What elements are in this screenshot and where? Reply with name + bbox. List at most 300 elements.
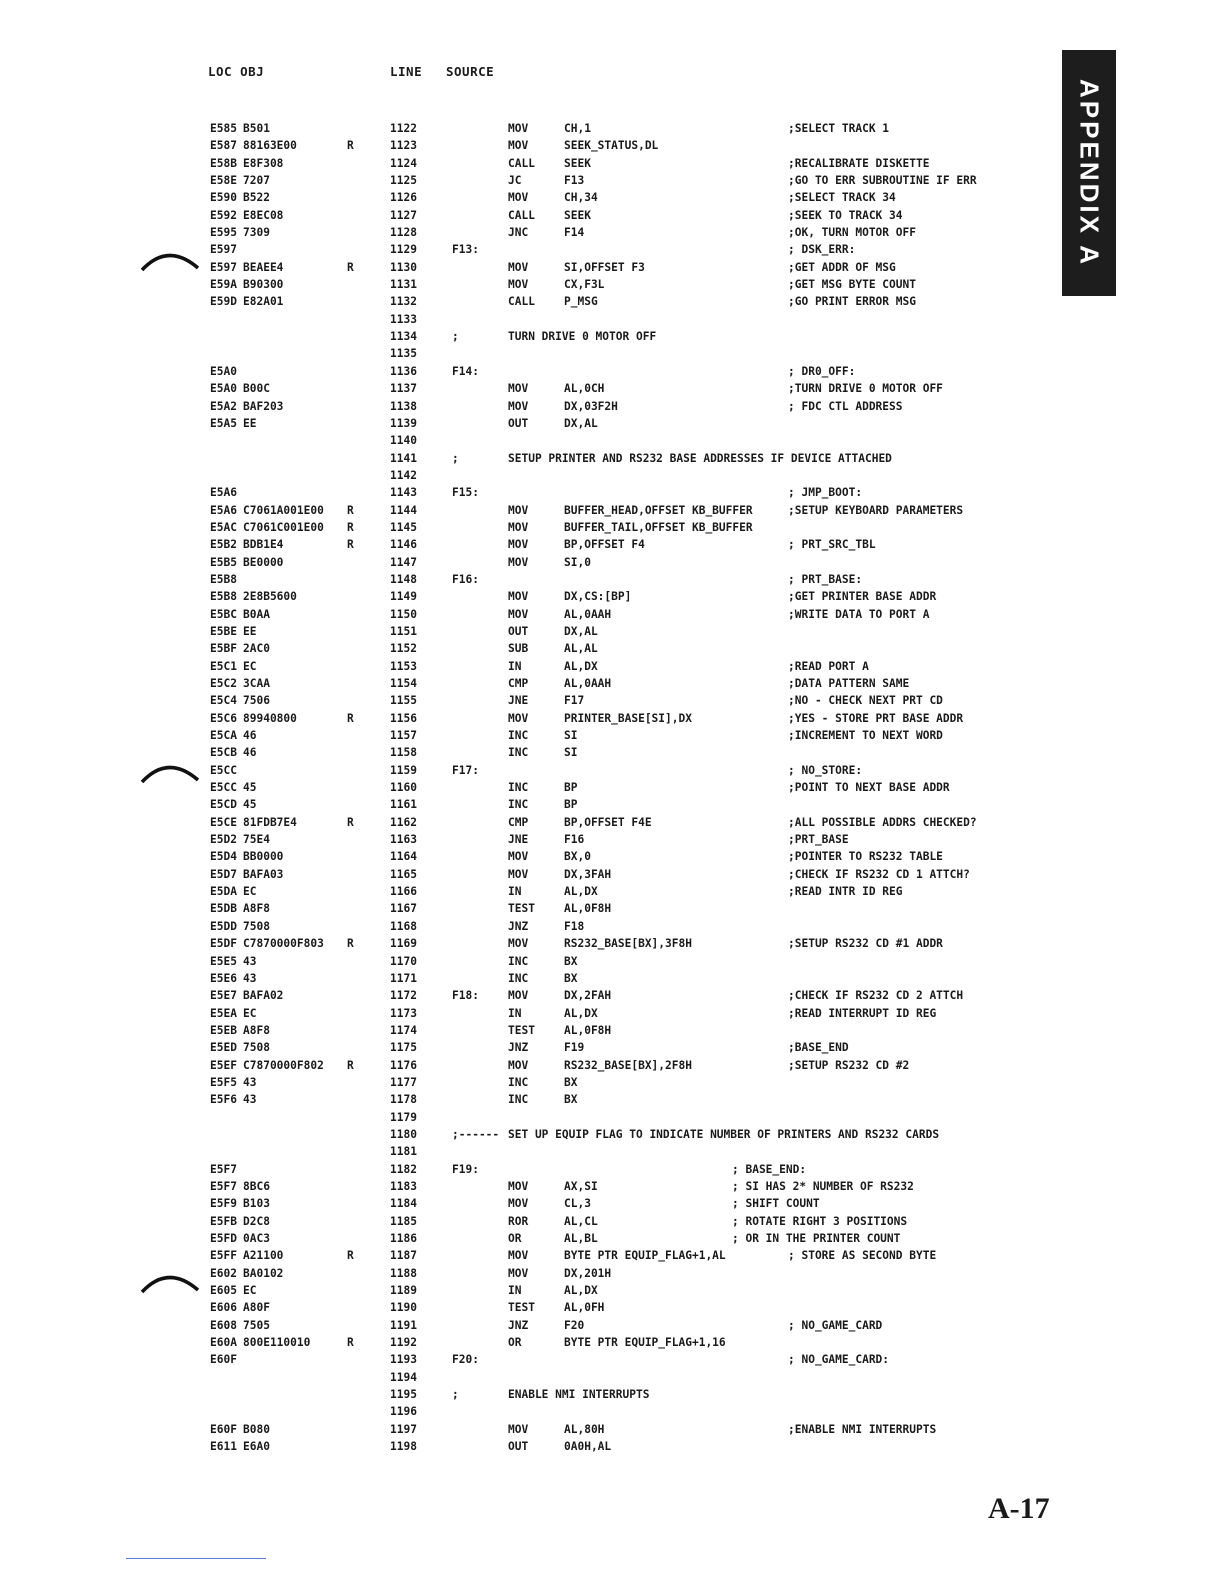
operands: PRINTER_BASE[SI],DX [564,711,692,725]
source-label: F13: [452,243,479,257]
line-number: 1140 [390,434,417,448]
comment: ;READ PORT A [788,659,869,673]
operands: AX,SI [564,1179,598,1193]
line-number: 1155 [390,694,417,708]
operands: DX,CS:[BP] [564,590,632,604]
line-number: 1180 [390,1127,417,1141]
opcode: MOV [508,850,529,864]
object-code: E8F308 [243,156,284,170]
operands: DX,03F2H [564,399,618,413]
opcode: CMP [508,815,529,829]
line-number: 1129 [390,243,417,257]
assembly-listing [0,122,1000,1457]
comment: ;DATA PATTERN SAME [788,677,910,690]
opcode: MOV [508,538,529,552]
listing-row [0,729,1000,746]
section-comment: ENABLE NMI INTERRUPTS [508,1388,650,1402]
listing-row [0,1249,1000,1266]
operands: BX [564,954,578,968]
location-address: E5B8 [210,572,237,586]
opcode: MOV [508,867,529,881]
operands: BP,OFFSET F4 [564,538,645,552]
relocation-flag: R [347,538,354,552]
listing-row [0,798,1000,815]
object-code: B103 [243,1197,270,1211]
operands: 0A0H,AL [564,1440,612,1454]
opcode: SUB [508,642,529,656]
opcode: JNE [508,694,529,708]
opcode: MOV [508,382,529,396]
location-address: E5CC [210,763,237,777]
opcode: IN [508,1006,522,1020]
listing-row [0,642,1000,659]
relocation-flag: R [347,139,354,153]
location-address: E58E [210,174,237,188]
opcode: INC [508,1093,529,1107]
opcode: MOV [508,1058,529,1072]
location-address: E5A2 [210,399,237,413]
opcode: JC [508,174,522,188]
comment: ;SELECT TRACK 1 [788,122,890,135]
listing-row [0,1111,1000,1128]
line-number: 1124 [390,156,417,170]
line-number: 1134 [390,330,417,344]
location-address: E5DB [210,902,237,916]
operands: AL,80H [564,1422,605,1436]
object-code: 0AC3 [243,1232,270,1245]
line-number: 1136 [390,364,417,378]
comment: ; OR IN THE PRINTER COUNT [732,1232,901,1245]
comment: ; PRT_SRC_TBL [788,538,876,552]
comment: ; DSK_ERR: [788,243,856,257]
listing-row [0,1128,1000,1145]
opcode: MOV [508,399,529,413]
listing-row [0,677,1000,694]
listing-row [0,157,1000,174]
listing-row [0,1215,1000,1232]
location-address: E611 [210,1440,237,1454]
location-address: E592 [210,208,237,222]
object-code: B00C [243,382,270,396]
object-code: B501 [243,122,270,135]
opcode: INC [508,781,529,795]
operands: AL,0AAH [564,607,612,621]
location-address: E5FF [210,1249,237,1263]
line-number: 1132 [390,295,417,309]
line-number: 1123 [390,139,417,153]
location-address: E5A0 [210,382,237,396]
operands: AL,0F8H [564,1023,612,1037]
header-line: LINE [390,64,423,79]
operands: SI,OFFSET F3 [564,260,645,274]
comment: ;SELECT TRACK 34 [788,191,896,205]
listing-row [0,174,1000,191]
listing-row [0,330,1000,347]
object-code: C7870000F803 [243,937,324,951]
listing-row [0,625,1000,642]
line-number: 1191 [390,1318,417,1332]
line-number: 1189 [390,1284,417,1298]
opcode: INC [508,798,529,812]
operands: SEEK [564,208,591,222]
listing-row [0,1232,1000,1249]
opcode: MOV [508,1249,529,1263]
listing-row [0,261,1000,278]
operands: BX [564,971,578,985]
object-code: 89940800 [243,711,297,725]
line-number: 1171 [390,971,417,985]
comment: ; SHIFT COUNT [732,1197,820,1211]
opcode: OR [508,1336,522,1350]
listing-row [0,1440,1000,1457]
object-code: 800E110010 [243,1336,311,1350]
opcode: INC [508,729,529,743]
operands: BP [564,781,578,795]
listing-row [0,1093,1000,1110]
comment: ; FDC CTL ADDRESS [788,399,903,413]
object-code: E82A01 [243,295,284,309]
location-address: E5EF [210,1058,237,1072]
opcode: MOV [508,260,529,274]
operands: DX,AL [564,416,598,430]
location-address: E5E5 [210,954,237,968]
relocation-flag: R [347,503,354,517]
listing-row [0,278,1000,295]
location-address: E5DF [210,937,237,951]
opcode: CALL [508,208,535,222]
object-code: BAFA03 [243,867,284,881]
operands: CL,3 [564,1197,591,1211]
object-code: B0AA [243,607,270,621]
listing-row [0,712,1000,729]
footer-rule [126,1558,266,1559]
comment: ;WRITE DATA TO PORT A [788,607,930,621]
operands: AL,0F8H [564,902,612,916]
listing-row [0,1024,1000,1041]
location-address: E5C2 [210,677,237,690]
operands: BUFFER_TAIL,OFFSET KB_BUFFER [564,520,753,534]
listing-row [0,452,1000,469]
listing-row [0,226,1000,243]
location-address: E597 [210,243,237,257]
object-code: 7508 [243,919,270,933]
source-label: ;------ [452,1127,500,1141]
location-address: E59A [210,278,237,292]
comment: ;NO - CHECK NEXT PRT CD [788,694,943,708]
operands: DX,201H [564,1266,612,1280]
line-number: 1174 [390,1023,417,1037]
object-code: EE [243,624,257,638]
location-address: E5D2 [210,833,237,847]
appendix-tab [1062,50,1116,296]
location-address: E5EA [210,1006,237,1020]
object-code: A8F8 [243,902,270,916]
opcode: MOV [508,711,529,725]
section-comment: SET UP EQUIP FLAG TO INDICATE NUMBER OF PRINTERS AND RS232 CARDS [508,1127,940,1141]
operands: BP [564,798,578,812]
comment: ; PRT_BASE: [788,572,863,586]
opcode: IN [508,1284,522,1298]
object-code: B080 [243,1422,270,1436]
location-address: E5D7 [210,867,237,881]
opcode: INC [508,746,529,760]
location-address: E5BC [210,607,237,621]
object-code: 7505 [243,1318,270,1332]
line-number: 1179 [390,1110,417,1124]
operands: F13 [564,174,585,188]
line-number: 1173 [390,1006,417,1020]
comment: ;GET PRINTER BASE ADDR [788,590,937,604]
location-address: E597 [210,260,237,274]
opcode: MOV [508,989,529,1003]
line-number: 1194 [390,1370,417,1384]
relocation-flag: R [347,1249,354,1263]
location-address: E5A0 [210,364,237,378]
location-address: E5CE [210,815,237,829]
location-address: E5C6 [210,711,237,725]
comment: ;INCREMENT TO NEXT WORD [788,729,943,743]
object-code: 7506 [243,694,270,708]
object-code: D2C8 [243,1214,270,1228]
comment: ;GET MSG BYTE COUNT [788,278,916,292]
location-address: E5F5 [210,1075,237,1089]
opcode: OUT [508,416,529,430]
line-number: 1187 [390,1249,417,1263]
line-number: 1163 [390,833,417,847]
comment: ; ROTATE RIGHT 3 POSITIONS [732,1214,908,1228]
object-code: BAF203 [243,399,284,413]
line-number: 1193 [390,1353,417,1367]
line-number: 1130 [390,260,417,274]
operands: CH,34 [564,191,598,205]
line-number: 1185 [390,1214,417,1228]
listing-row [0,469,1000,486]
listing-row [0,347,1000,364]
operands: BP,OFFSET F4E [564,815,652,829]
listing-row [0,1041,1000,1058]
comment: ; NO_STORE: [788,763,863,777]
operands: F19 [564,1041,585,1055]
line-number: 1165 [390,867,417,881]
operands: F17 [564,694,585,708]
object-code: B90300 [243,278,284,292]
line-number: 1197 [390,1422,417,1436]
line-number: 1196 [390,1405,417,1419]
opcode: MOV [508,1197,529,1211]
listing-row [0,538,1000,555]
object-code: BB0000 [243,850,284,864]
line-number: 1153 [390,659,417,673]
object-code: 43 [243,1093,257,1107]
comment: ;POINT TO NEXT BASE ADDR [788,781,950,795]
source-label: ; [452,330,459,344]
relocation-flag: R [347,260,354,274]
location-address: E5BE [210,624,237,638]
listing-row [0,1353,1000,1370]
comment: ;SEEK TO TRACK 34 [788,208,903,222]
location-address: E5EB [210,1023,237,1037]
comment: ;BASE_END [788,1041,849,1055]
object-code: 2E8B5600 [243,590,297,604]
line-number: 1128 [390,226,417,240]
listing-row [0,833,1000,850]
header-loc-obj: LOC OBJ [208,64,265,79]
operands: AL,CL [564,1214,598,1228]
listing-row [0,1163,1000,1180]
location-address: E5B8 [210,590,237,604]
line-number: 1175 [390,1041,417,1055]
listing-row [0,295,1000,312]
listing-row [0,209,1000,226]
comment: ; NO_GAME_CARD: [788,1353,890,1367]
listing-row [0,850,1000,867]
opcode: MOV [508,1266,529,1280]
listing-row [0,1405,1000,1422]
location-address: E602 [210,1266,237,1280]
listing-row [0,1371,1000,1388]
listing-row [0,1145,1000,1162]
listing-row [0,139,1000,156]
opcode: INC [508,971,529,985]
opcode: MOV [508,278,529,292]
line-number: 1152 [390,642,417,656]
location-address: E5CB [210,746,237,760]
line-number: 1151 [390,624,417,638]
object-code: 7207 [243,174,270,188]
line-number: 1195 [390,1388,417,1402]
line-number: 1144 [390,503,417,517]
object-code: 3CAA [243,677,270,690]
comment: ;CHECK IF RS232 CD 1 ATTCH? [788,867,970,881]
line-number: 1169 [390,937,417,951]
comment: ;SETUP RS232 CD #1 ADDR [788,937,943,951]
comment: ; DR0_OFF: [788,364,856,378]
line-number: 1192 [390,1336,417,1350]
operands: F18 [564,919,585,933]
listing-row [0,885,1000,902]
operands: F16 [564,833,585,847]
line-number: 1148 [390,572,417,586]
comment: ;ALL POSSIBLE ADDRS CHECKED? [788,815,977,829]
listing-row [0,313,1000,330]
object-code: C7870000F802 [243,1058,324,1072]
opcode: TEST [508,1301,535,1315]
relocation-flag: R [347,1336,354,1350]
line-number: 1170 [390,954,417,968]
object-code: A8F8 [243,1023,270,1037]
object-code: BA0102 [243,1266,284,1280]
listing-row [0,1301,1000,1318]
object-code: A21100 [243,1249,284,1263]
operands: DX,3FAH [564,867,612,881]
listing-row [0,955,1000,972]
line-number: 1168 [390,919,417,933]
relocation-flag: R [347,520,354,534]
object-code: 43 [243,954,257,968]
opcode: CALL [508,295,535,309]
comment: ;CHECK IF RS232 CD 2 ATTCH [788,989,964,1003]
comment: ; NO_GAME_CARD [788,1318,883,1332]
location-address: E5C4 [210,694,237,708]
object-code: 45 [243,781,257,795]
listing-row [0,902,1000,919]
listing-row [0,382,1000,399]
comment: ;TURN DRIVE 0 MOTOR OFF [788,382,943,396]
comment: ;PRT_BASE [788,833,849,847]
object-code: EC [243,1006,257,1020]
location-address: E5F7 [210,1162,237,1176]
listing-row [0,1267,1000,1284]
listing-row [0,764,1000,781]
operands: SI,0 [564,555,591,569]
object-code: BDB1E4 [243,538,284,552]
location-address: E5DD [210,919,237,933]
listing-row [0,989,1000,1006]
opcode: MOV [508,520,529,534]
line-number: 1137 [390,382,417,396]
object-code: 43 [243,1075,257,1089]
operands: DX,2FAH [564,989,612,1003]
listing-row [0,972,1000,989]
operands: AL,DX [564,1006,598,1020]
line-number: 1138 [390,399,417,413]
location-address: E5DA [210,885,237,899]
listing-row [0,486,1000,503]
listing-row [0,937,1000,954]
listing-row [0,573,1000,590]
source-label: F16: [452,572,479,586]
listing-row [0,365,1000,382]
line-number: 1188 [390,1266,417,1280]
location-address: E58B [210,156,237,170]
operands: BX [564,1093,578,1107]
source-label: F19: [452,1162,479,1176]
opcode: JNE [508,833,529,847]
location-address: E5B5 [210,555,237,569]
comment: ; STORE AS SECOND BYTE [788,1249,937,1263]
location-address: E5AC [210,520,237,534]
listing-row [0,1059,1000,1076]
listing-row [0,868,1000,885]
opcode: MOV [508,503,529,517]
operands: SEEK_STATUS,DL [564,139,659,153]
line-number: 1145 [390,520,417,534]
comment: ;YES - STORE PRT BASE ADDR [788,711,964,725]
line-number: 1181 [390,1145,417,1159]
header-source: SOURCE [446,64,495,79]
line-number: 1154 [390,677,417,690]
operands: F14 [564,226,585,240]
comment: ;OK, TURN MOTOR OFF [788,226,916,240]
source-label: F17: [452,763,479,777]
line-number: 1161 [390,798,417,812]
opcode: CMP [508,677,529,690]
line-number: 1167 [390,902,417,916]
opcode: TEST [508,902,535,916]
line-number: 1133 [390,312,417,326]
line-number: 1160 [390,781,417,795]
object-code: 7309 [243,226,270,240]
opcode: INC [508,1075,529,1089]
location-address: E5FB [210,1214,237,1228]
listing-row [0,1180,1000,1197]
line-number: 1122 [390,122,417,135]
opcode: ROR [508,1214,529,1228]
location-address: E5FD [210,1232,237,1245]
opcode: OUT [508,1440,529,1454]
line-number: 1164 [390,850,417,864]
operands: SI [564,729,578,743]
